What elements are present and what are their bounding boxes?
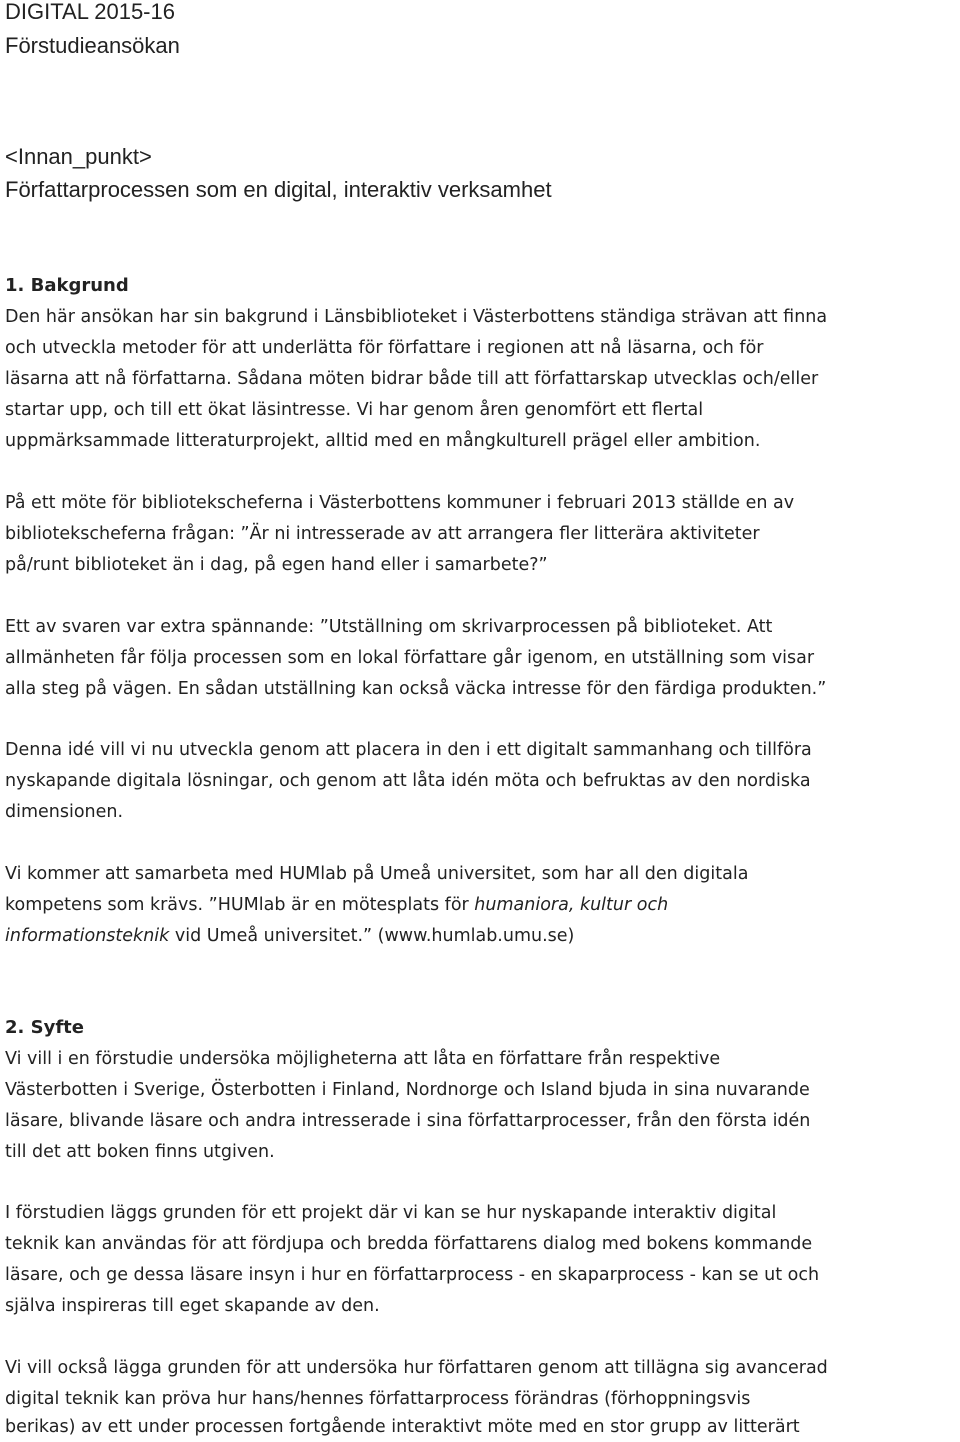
paragraph-line: På ett möte för bibliotekscheferna i Västerbottens kommuner i februari 2013 ställde en av <box>5 493 795 513</box>
text-run: vid Umeå universitet.” (www.humlab.umu.se) <box>169 926 575 946</box>
paragraph-line: Ett av svaren var extra spännande: ”Utställning om skrivarprocessen på biblioteket. Att <box>5 617 773 637</box>
paragraph-line: teknik kan användas för att fördjupa och bredda författarens dialog med bokens kommande <box>5 1234 813 1254</box>
paragraph-line: läsare, blivande läsare och andra intresserade i sina författarprocesser, från den första idén <box>5 1111 811 1131</box>
paragraph-line: Vi vill i en förstudie undersöka möjligheterna att låta en författare från respektive <box>5 1049 721 1069</box>
document-subtitle: Förstudieansökan <box>5 33 180 58</box>
project-title: Författarprocessen som en digital, interaktiv verksamhet <box>5 177 552 202</box>
paragraph-line <box>5 922 574 950</box>
paragraph-line: läsare, och ge dessa läsare insyn i hur en författarprocess - en skaparprocess - kan se ut och <box>5 1265 820 1285</box>
paragraph-line: Vi vill också lägga grunden för att undersöka hur författaren genom att tillägna sig avancerad <box>5 1358 828 1378</box>
italic-text: informationsteknik <box>5 926 170 946</box>
paragraph-line: bibliotekscheferna frågan: ”Är ni intresserade av att arrangera fler litterära aktiviteter <box>5 524 760 544</box>
paragraph-line: uppmärksammade litteraturprojekt, alltid med en mångkulturell prägel eller ambition. <box>5 431 761 451</box>
paragraph-line: på/runt biblioteket än i dag, på egen hand eller i samarbete?” <box>5 555 548 575</box>
paragraph-line: och utveckla metoder för att underlätta för författare i regionen att nå läsarna, och för <box>5 338 764 358</box>
paragraph-line: I förstudien läggs grunden för ett projekt där vi kan se hur nyskapande interaktiv digital <box>5 1203 777 1223</box>
paragraph-line: till det att boken finns utgiven. <box>5 1142 275 1162</box>
paragraph-line: startar upp, och till ett ökat läsintresse. Vi har genom åren genomfört ett flertal <box>5 400 704 420</box>
paragraph-line: dimensionen. <box>5 802 124 822</box>
paragraph-line: allmänheten får följa processen som en lokal författare går igenom, en utställning som visar <box>5 648 815 668</box>
section-heading-bakgrund: 1. Bakgrund <box>5 275 129 296</box>
paragraph-line: Denna idé vill vi nu utveckla genom att placera in den i ett digitalt sammanhang och tillföra <box>5 740 812 760</box>
paragraph-line: Vi kommer att samarbeta med HUMlab på Umeå universitet, som har all den digitala <box>5 864 749 884</box>
paragraph-line: Den här ansökan har sin bakgrund i Länsbiblioteket i Västerbottens ständiga strävan att finna <box>5 307 828 327</box>
paragraph-line: berikas) av ett under processen fortgående interaktivt möte med en stor grupp av litterärt <box>5 1417 800 1437</box>
paragraph-line: själva inspireras till eget skapande av den. <box>5 1296 380 1316</box>
italic-text: humaniora, kultur och <box>474 895 669 915</box>
text-run: kompetens som krävs. ”HUMlab är en mötesplats för <box>5 895 475 915</box>
paragraph-line: nyskapande digitala lösningar, och genom att låta idén möta och befruktas av den nordiska <box>5 771 811 791</box>
placeholder-tag: <Innan_punkt> <box>5 144 152 169</box>
paragraph-line: läsarna att nå författarna. Sådana möten bidrar både till att författarskap utvecklas och/eller <box>5 369 819 389</box>
paragraph-line: Västerbotten i Sverige, Österbotten i Finland, Nordnorge och Island bjuda in sina nuvarande <box>5 1080 810 1100</box>
paragraph-line: alla steg på vägen. En sådan utställning kan också väcka intresse för den färdiga produkten.” <box>5 679 827 699</box>
paragraph-line: digital teknik kan pröva hur hans/hennes författarprocess förändras (förhoppningsvis <box>5 1389 751 1409</box>
section-heading-syfte: 2. Syfte <box>5 1017 84 1038</box>
document-title: DIGITAL 2015-16 <box>5 0 175 24</box>
paragraph-line <box>5 891 668 919</box>
